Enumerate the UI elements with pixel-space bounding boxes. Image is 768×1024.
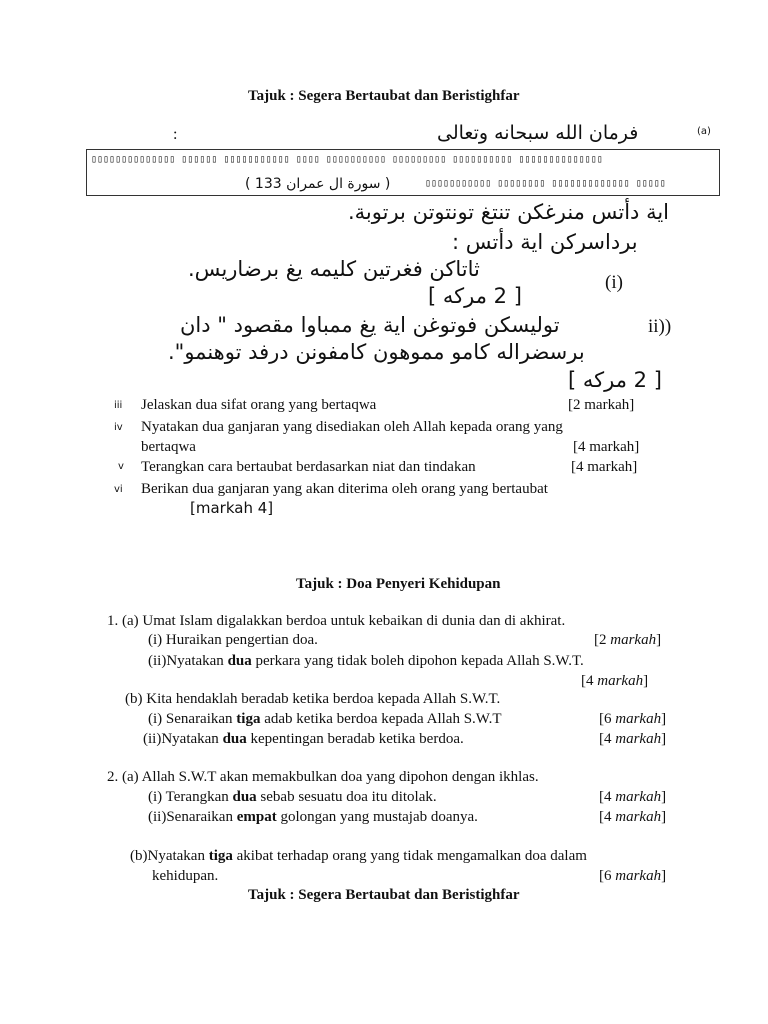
item-iii-text: Jelaskan dua sifat orang yang bertaqwa [141, 397, 377, 413]
q-i-marks: [ 2 مركه ] [428, 284, 522, 308]
q1b-ii-marks: [4 markah] [599, 731, 667, 747]
q2a-ii-marks: [4 markah] [599, 809, 667, 825]
section2-title: Tajuk : Doa Penyeri Kehidupan [296, 576, 501, 592]
q1a-i-marks: [2 markah] [594, 632, 662, 648]
q2a-ii: (ii)Senaraikan empat golongan yang mustajab doanya. [148, 809, 478, 825]
q1b: (b) Kita hendaklah beradab ketika berdoa kepada Allah S.W.T. [125, 691, 501, 707]
intro-colon: : [173, 126, 178, 143]
ayat-statement: اية دأتس منرغكن تنتغ تونتوتن برتوبة. [348, 200, 670, 224]
item-iii-num: iii [114, 400, 123, 411]
quran-line-2: ▯▯▯▯▯▯▯▯▯▯▯ ▯▯▯▯▯▯▯▯ ▯▯▯▯▯▯▯▯▯▯▯▯▯ ▯▯▯▯▯ [425, 178, 666, 189]
q-i-label: (i) [605, 272, 623, 293]
q1b-i: (i) Senaraikan tiga adab ketika berdoa kepada Allah S.W.T [148, 711, 502, 727]
label-a: (a) [697, 126, 711, 137]
q1b-i-marks: [6 markah] [599, 711, 667, 727]
item-vi-text: Berikan dua ganjaran yang akan diterima oleh orang yang bertaubat [141, 481, 548, 497]
quran-line-1: ▯▯▯▯▯▯▯▯▯▯▯▯▯▯ ▯▯▯▯▯▯ ▯▯▯▯▯▯▯▯▯▯▯ ▯▯▯▯ ▯▯▯▯▯▯▯▯▯▯ ▯▯▯▯▯▯▯▯▯ ▯▯▯▯▯▯▯▯▯▯ ▯▯▯▯▯▯▯▯▯▯▯▯▯▯ [91, 154, 603, 165]
quran-verse-box [86, 149, 720, 196]
q-ii-label: ii)) [648, 316, 672, 337]
item-iv-text: Nyatakan dua ganjaran yang disediakan oleh Allah kepada orang yang [141, 419, 563, 435]
q2b: (b)Nyatakan tiga akibat terhadap orang yang tidak mengamalkan doa dalam [130, 848, 587, 864]
q2a: 2. (a) Allah S.W.T akan memakbulkan doa yang dipohon dengan ikhlas. [107, 769, 539, 785]
intro-arabic: فرمان الله سبحانه وتعالى [437, 122, 639, 144]
item-v-num: v [118, 461, 124, 472]
q1a-i: (i) Huraikan pengertian doa. [148, 632, 318, 648]
item-iv-text-cont: bertaqwa [141, 439, 196, 455]
based-on-ayat: برداسركن اية دأتس : [452, 230, 638, 254]
q1b-ii: (ii)Nyatakan dua kepentingan beradab ketika berdoa. [143, 731, 464, 747]
q-ii-marks: [ 2 مركه ] [568, 368, 662, 392]
section3-title: Tajuk : Segera Bertaubat dan Beristighfar [248, 887, 520, 903]
item-iv-marks: [4 markah] [573, 439, 640, 455]
item-vi-marks: [markah 4] [190, 499, 274, 517]
q2b-cont: kehidupan. [152, 868, 219, 884]
q2a-i-marks: [4 markah] [599, 789, 667, 805]
item-vi-num: vi [114, 484, 123, 495]
q1a-ii-marks: [4 markah] [581, 673, 649, 689]
q1a: 1. (a) Umat Islam digalakkan berdoa untuk kebaikan di dunia dan di akhirat. [107, 613, 566, 629]
section1-title: Tajuk : Segera Bertaubat dan Beristighfar [248, 88, 520, 104]
item-v-text: Terangkan cara bertaubat berdasarkan niat dan tindakan [141, 459, 476, 475]
item-iii-marks: [2 markah] [568, 397, 635, 413]
q2b-marks: [6 markah] [599, 868, 667, 884]
q-ii-text-2: برسضراله كامو مموهون كامفونن درفد توهنمو". [168, 340, 585, 364]
item-v-marks: [4 markah] [571, 459, 638, 475]
q2a-i: (i) Terangkan dua sebab sesuatu doa itu ditolak. [148, 789, 437, 805]
q-i-text: ثاتاكن فغرتين كليمه يغ برضاريس. [188, 257, 480, 281]
q1a-ii: (ii)Nyatakan dua perkara yang tidak boleh dipohon kepada Allah S.W.T. [148, 653, 584, 669]
q-ii-text-1: توليسكن فوتوغن اية يغ ممباوا مقصود " دان [180, 313, 560, 337]
surah-reference: ( سورة ال عمران 133 ) [245, 176, 391, 192]
item-iv-num: iv [114, 422, 123, 433]
